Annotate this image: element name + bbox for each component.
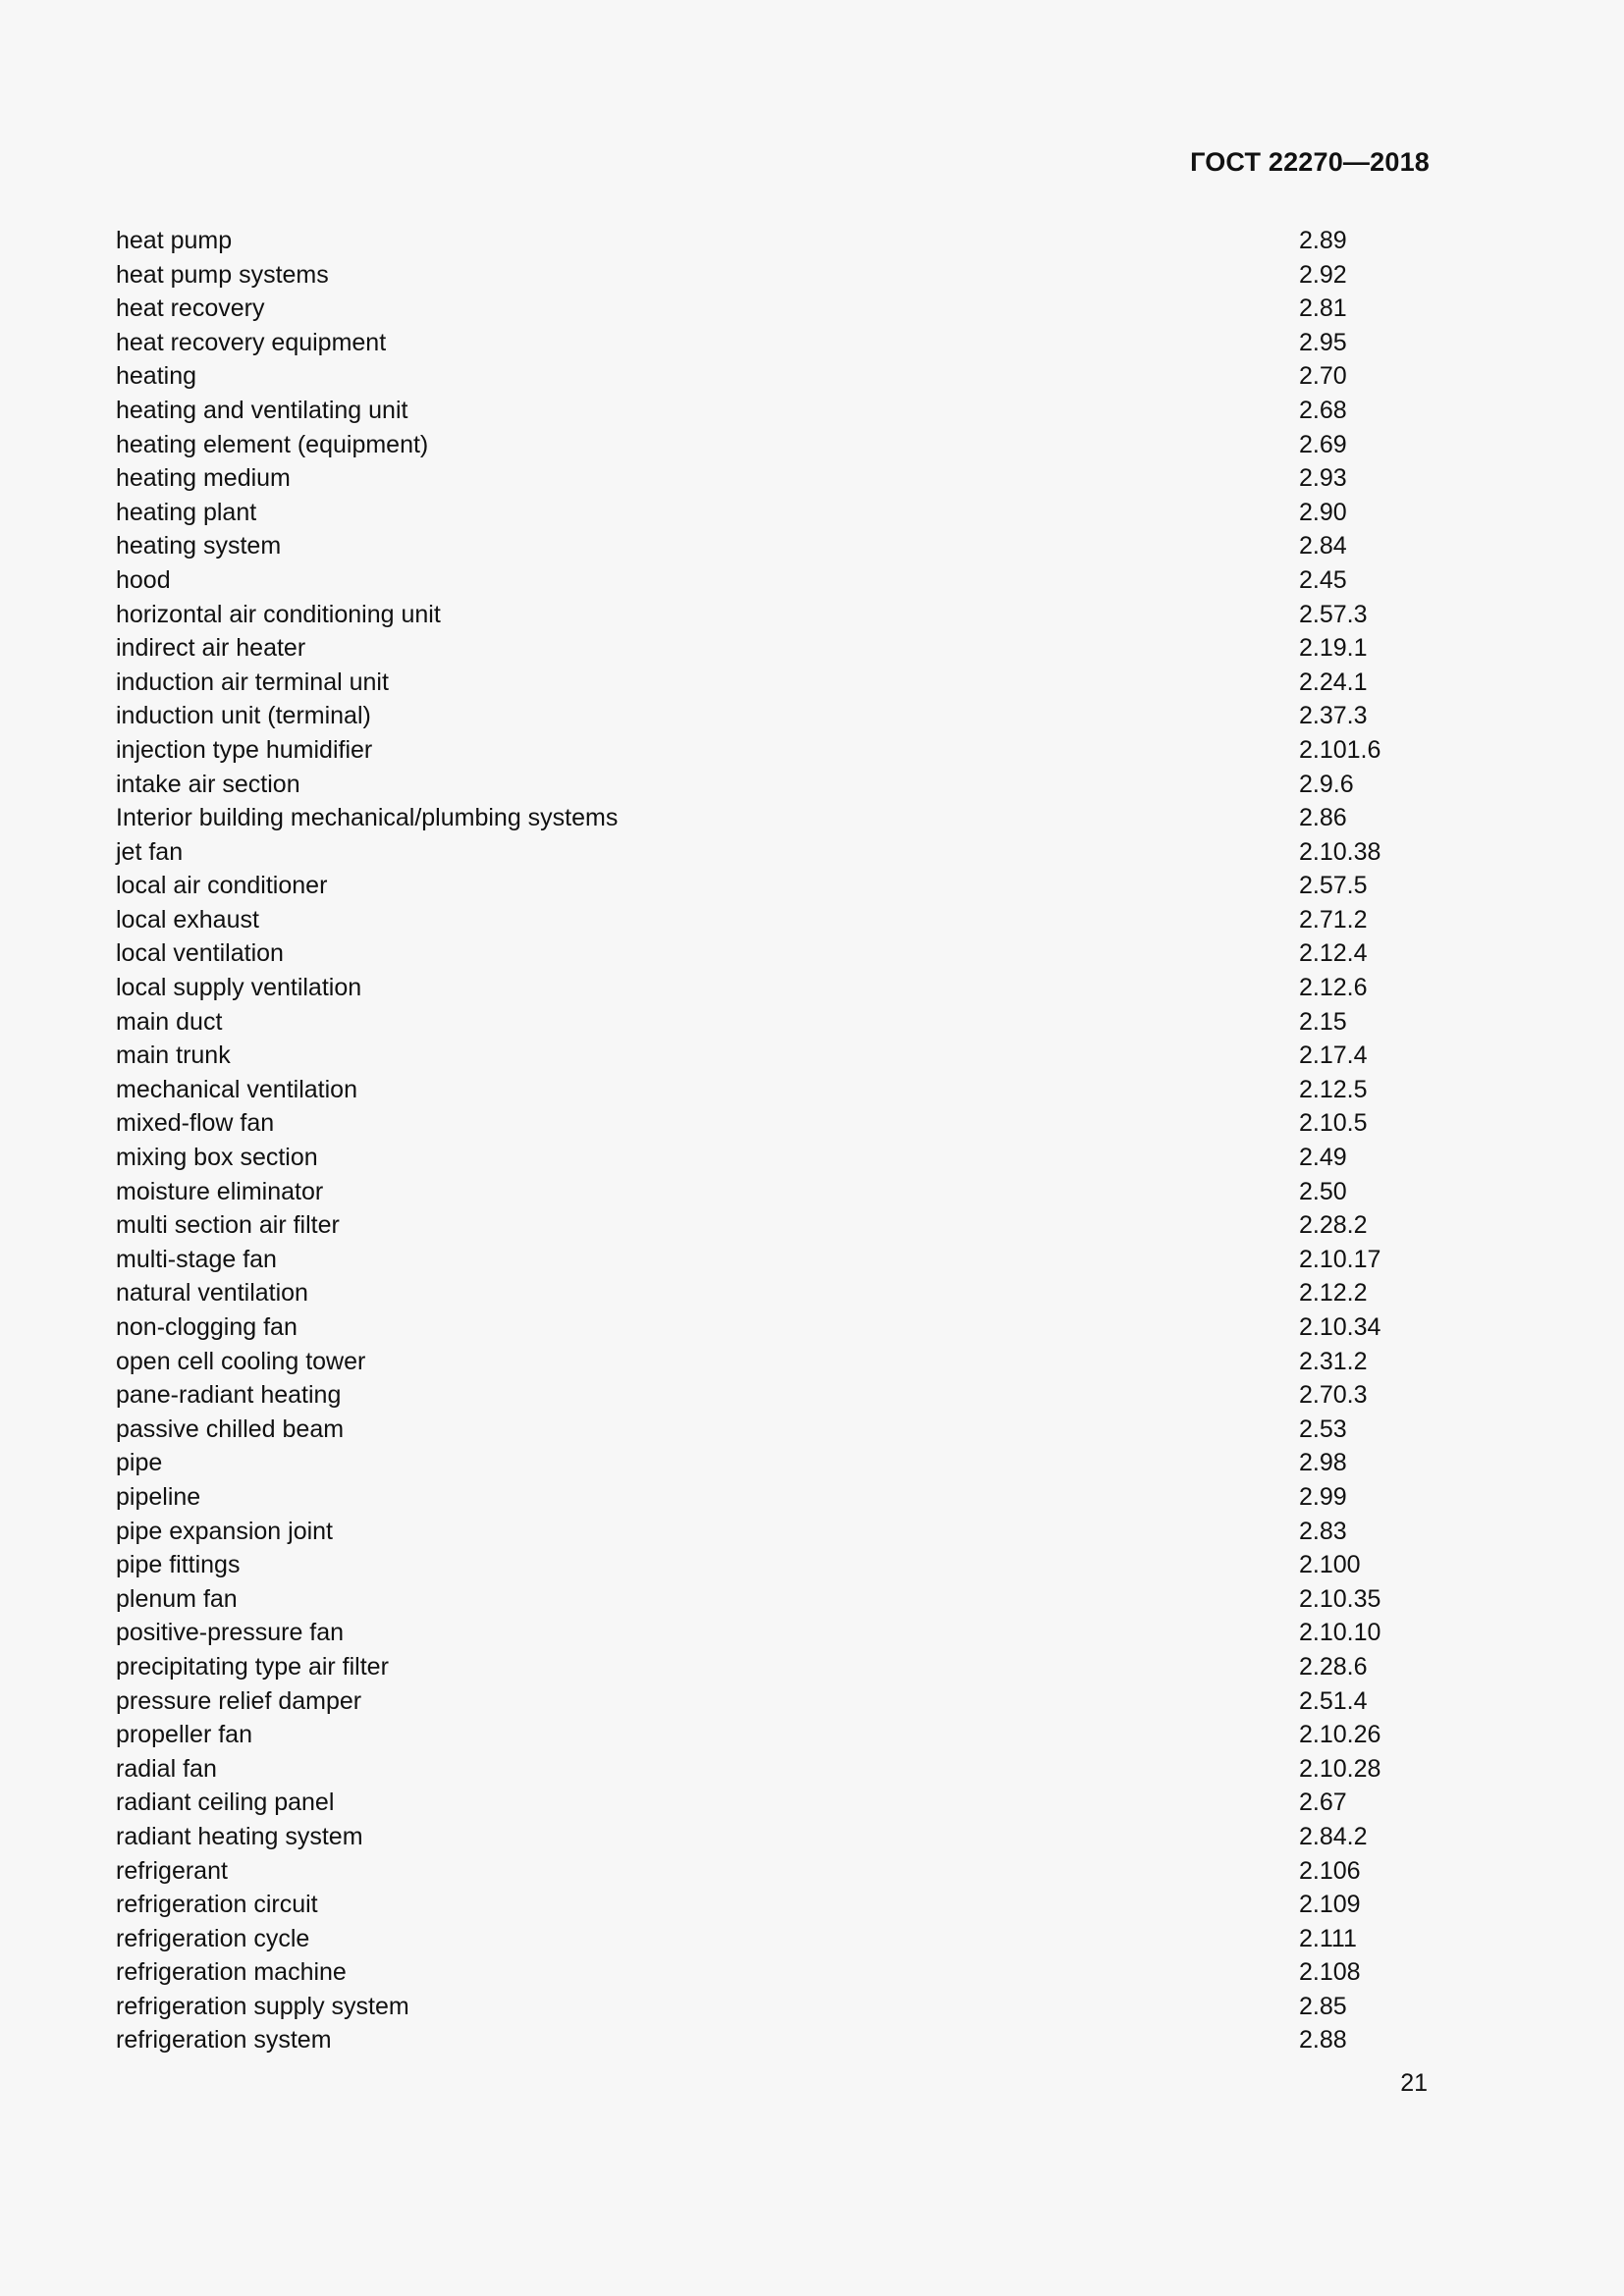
index-term: heat pump systems [116,260,329,289]
index-term: radiant ceiling panel [116,1789,335,1817]
index-term: pipe fittings [116,1551,241,1579]
index-entry [116,1820,1392,1854]
index-entry [116,1141,1392,1175]
index-reference-number: 2.100 [1299,1551,1361,1579]
index-reference-number: 2.101.6 [1299,735,1381,764]
index-entry [116,1310,1392,1345]
index-term: natural ventilation [116,1279,308,1308]
index-reference-number: 2.10.28 [1299,1754,1381,1783]
index-term: refrigerant [116,1856,228,1885]
index-term: injection type humidifier [116,735,373,764]
index-entry [116,1684,1392,1719]
index-term: multi-stage fan [116,1245,277,1273]
index-reference-number: 2.10.38 [1299,837,1381,866]
index-reference-number: 2.68 [1299,396,1347,424]
index-reference-number: 2.15 [1299,1007,1347,1036]
index-reference-number: 2.69 [1299,430,1347,458]
index-entry [116,1888,1392,1922]
index-entry [116,598,1392,632]
index-entry [116,1718,1392,1752]
index-term: radial fan [116,1754,217,1783]
index-reference-number: 2.83 [1299,1517,1347,1545]
index-entry [116,631,1392,666]
index-term: heat pump [116,227,233,254]
document-header: ГОСТ 22270—2018 [1190,147,1430,177]
index-entry [116,699,1392,733]
index-reference-number: 2.10.10 [1299,1619,1381,1647]
index-entry [116,733,1392,768]
index-entry [116,1243,1392,1277]
index-reference-number: 2.10.35 [1299,1584,1381,1613]
index-reference-number: 2.88 [1299,2026,1347,2055]
index-entry [116,224,1392,258]
index-reference-number: 2.12.5 [1299,1075,1368,1103]
index-reference-number: 2.49 [1299,1144,1347,1172]
index-reference-number: 2.10.34 [1299,1313,1381,1341]
index-term: refrigeration cycle [116,1924,310,1952]
index-term: Interior building mechanical/plumbing systems [116,804,619,832]
index-reference-number: 2.71.2 [1299,905,1368,934]
index-entry [116,1276,1392,1310]
index-reference-number: 2.108 [1299,1958,1361,1987]
index-entry [116,428,1392,462]
index-entry [116,2023,1392,2057]
index-entry [116,1446,1392,1480]
index-entry [116,903,1392,937]
index-entry [116,1515,1392,1549]
index-entry [116,258,1392,293]
index-reference-number: 2.99 [1299,1482,1347,1511]
index-term: precipitating type air filter [116,1652,389,1681]
index-reference-number: 2.89 [1299,227,1347,254]
index-entry [116,1582,1392,1617]
index-term: moisture eliminator [116,1177,324,1205]
index-term: refrigeration machine [116,1958,347,1987]
index-entry [116,359,1392,394]
index-reference-number: 2.106 [1299,1856,1361,1885]
index-term: propeller fan [116,1721,252,1749]
index-entry [116,496,1392,530]
index-entry [116,563,1392,598]
index-reference-number: 2.53 [1299,1415,1347,1443]
index-term: indirect air heater [116,634,306,663]
index-reference-number: 2.86 [1299,804,1347,832]
index-term: local ventilation [116,939,284,968]
index-reference-number: 2.98 [1299,1449,1347,1477]
index-entry [116,292,1392,326]
index-entry [116,1005,1392,1040]
index-reference-number: 2.28.6 [1299,1652,1368,1681]
index-entry [116,1752,1392,1787]
index-term: refrigeration circuit [116,1891,318,1919]
index-entry [116,1480,1392,1515]
index-entry [116,768,1392,802]
index-term: local supply ventilation [116,974,362,1002]
index-term: heat recovery equipment [116,328,387,356]
index-reference-number: 2.45 [1299,565,1347,594]
index-reference-number: 2.12.6 [1299,974,1368,1002]
index-term: heat recovery [116,294,265,323]
index-term: horizontal air conditioning unit [116,600,441,628]
index-entry [116,1345,1392,1379]
index-entry [116,1175,1392,1209]
index-reference-number: 2.10.5 [1299,1109,1368,1138]
index-reference-number: 2.93 [1299,464,1347,493]
index-reference-number: 2.109 [1299,1891,1361,1919]
index-term: passive chilled beam [116,1415,345,1443]
index-entry [116,461,1392,496]
term-index-list [116,224,1392,2057]
index-reference-number: 2.17.4 [1299,1041,1368,1070]
index-term: mechanical ventilation [116,1075,357,1103]
index-term: heating plant [116,498,257,526]
index-reference-number: 2.10.26 [1299,1721,1381,1749]
index-entry [116,1786,1392,1820]
index-reference-number: 2.28.2 [1299,1211,1368,1240]
index-term: positive-pressure fan [116,1619,345,1647]
index-reference-number: 2.57.5 [1299,872,1368,900]
index-term: mixed-flow fan [116,1109,275,1138]
index-reference-number: 2.10.17 [1299,1245,1381,1273]
index-term: plenum fan [116,1584,238,1613]
index-entry [116,869,1392,903]
index-term: local air conditioner [116,872,328,900]
index-term: non-clogging fan [116,1313,298,1341]
index-entry [116,1650,1392,1684]
index-term: multi section air filter [116,1211,340,1240]
index-reference-number: 2.57.3 [1299,600,1368,628]
index-reference-number: 2.31.2 [1299,1347,1368,1375]
index-reference-number: 2.90 [1299,498,1347,526]
index-reference-number: 2.67 [1299,1789,1347,1817]
index-term: pane-radiant heating [116,1381,342,1410]
index-entry [116,326,1392,360]
page-number: 21 [1400,2069,1428,2097]
index-reference-number: 2.81 [1299,294,1347,323]
index-entry [116,1854,1392,1889]
index-term: jet fan [116,837,184,866]
index-term: refrigeration system [116,2026,332,2055]
index-reference-number: 2.9.6 [1299,770,1354,798]
index-term: hood [116,565,171,594]
index-term: main duct [116,1007,223,1036]
index-entry [116,1378,1392,1413]
index-entry [116,835,1392,870]
index-reference-number: 2.19.1 [1299,634,1368,663]
index-entry [116,666,1392,700]
index-entry [116,971,1392,1005]
index-reference-number: 2.24.1 [1299,667,1368,696]
index-term: heating medium [116,464,291,493]
index-term: refrigeration supply system [116,1992,409,2020]
index-reference-number: 2.51.4 [1299,1686,1368,1715]
index-term: pressure relief damper [116,1686,362,1715]
index-reference-number: 2.92 [1299,260,1347,289]
index-term: radiant heating system [116,1822,363,1850]
index-entry [116,801,1392,835]
index-reference-number: 2.84 [1299,532,1347,561]
index-term: open cell cooling tower [116,1347,366,1375]
index-term: heating and ventilating unit [116,396,408,424]
index-entry [116,1548,1392,1582]
index-term: mixing box section [116,1144,318,1172]
index-term: heating element (equipment) [116,430,429,458]
index-term: main trunk [116,1041,231,1070]
index-entry [116,529,1392,563]
index-term: pipe [116,1449,163,1477]
index-term: pipe expansion joint [116,1517,333,1545]
index-entry [116,1208,1392,1243]
index-term: local exhaust [116,905,259,934]
index-entry [116,1922,1392,1956]
index-term: heating [116,362,197,391]
index-reference-number: 2.84.2 [1299,1822,1368,1850]
index-entry [116,1990,1392,2024]
index-reference-number: 2.12.4 [1299,939,1368,968]
index-entry [116,1039,1392,1073]
index-entry [116,1413,1392,1447]
index-reference-number: 2.95 [1299,328,1347,356]
index-term: induction air terminal unit [116,667,389,696]
index-entry [116,1955,1392,1990]
index-entry [116,1106,1392,1141]
index-term: induction unit (terminal) [116,702,371,730]
index-term: pipeline [116,1482,201,1511]
index-reference-number: 2.37.3 [1299,702,1368,730]
index-reference-number: 2.70 [1299,362,1347,391]
index-entry [116,936,1392,971]
index-entry [116,1073,1392,1107]
index-reference-number: 2.12.2 [1299,1279,1368,1308]
index-reference-number: 2.111 [1299,1924,1357,1952]
index-reference-number: 2.70.3 [1299,1381,1368,1410]
index-reference-number: 2.85 [1299,1992,1347,2020]
index-term: intake air section [116,770,300,798]
index-entry [116,394,1392,428]
index-entry [116,1616,1392,1650]
index-term: heating system [116,532,282,561]
index-reference-number: 2.50 [1299,1177,1347,1205]
